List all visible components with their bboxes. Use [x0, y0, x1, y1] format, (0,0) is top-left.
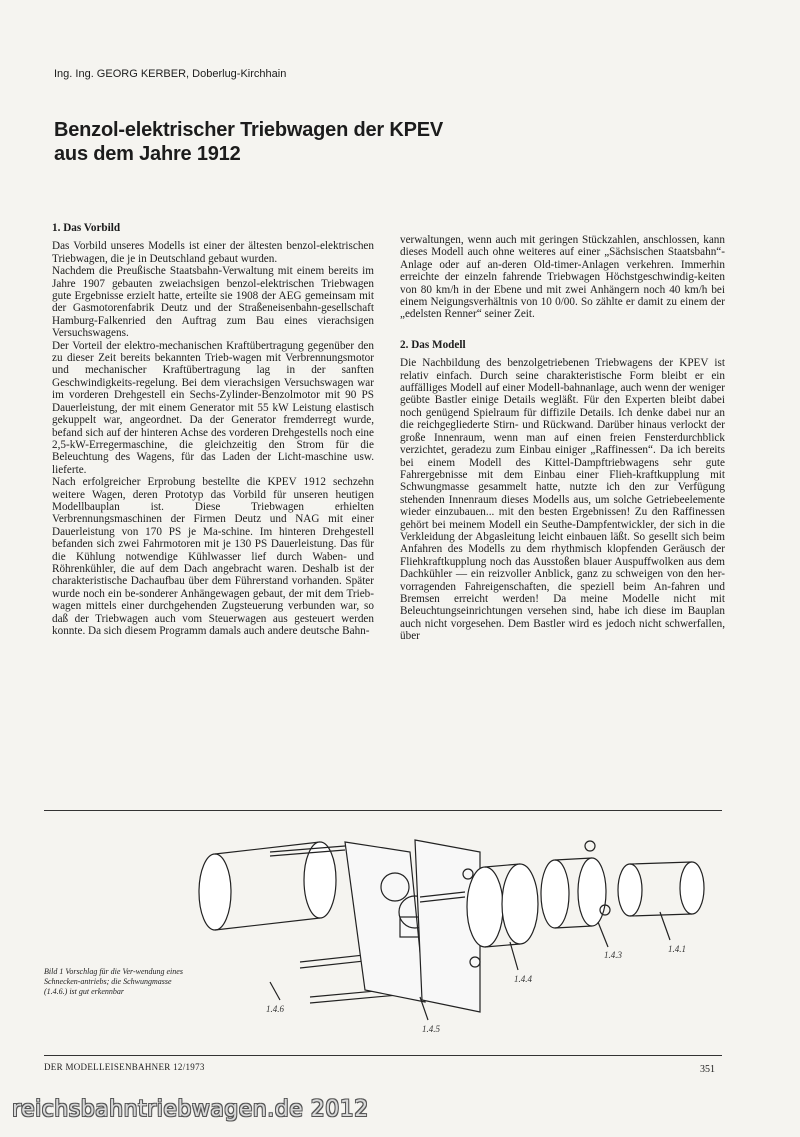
author-line: Ing. Ing. GEORG KERBER, Doberlug-Kirchhain	[54, 68, 287, 80]
text-column-left	[52, 222, 374, 637]
part-label-144: 1.4.4	[514, 974, 532, 984]
section-heading-modell: 2. Das Modell	[400, 338, 466, 351]
paragraph: verwaltungen, wenn auch mit geringen Stückzahlen, anschlossen, kann dieses Modell auch ohne weiteres auf einer „Sächsischen Staatsbahn“-Anlage oder auf an-deren Old-timer-Anlagen verkehren. Immerhin erreichte der einzeln fahrende Triebwagen Höchstgeschwindig-keiten von 80 km/h in der Ebene und mit zwei Anhängern noch 40 km/h bei einem Neigungsverhältnis von 10 0/00. So zählte er damit zu einem der „edelsten Renner“ seiner Zeit.	[400, 234, 725, 321]
divider-bottom	[44, 1055, 722, 1056]
paragraph: Nachdem die Preußische Staatsbahn-Verwaltung mit einem bereits im Jahre 1907 gebauten zweiachsigen benzol-elektrischen Triebwagen gute Ergebnisse erzielt hatte, erteilte sie 1908 der AEG gemeinsam mit der Gasmotorenfabrik Deutz und der Straßeneisenbahn-gesellschaft Hamburg-Falkenried den Auftrag zum Bau eines vierachsigen Versuchswagens.	[52, 265, 374, 340]
paragraph: Die Nachbildung des benzolgetriebenen Triebwagens der KPEV ist relativ einfach. Durch seine charakteristische Form bleibt er ein auffälliges Modell auf einer Modell-bahnanlage, auch wenn der weniger geübte Bastler einige Details wegläßt. Für den Experten bleibt dabei noch genügend Spielraum für diffizile Details. Ich denke dabei nur an die reichgegliederte Stirn- und Rückwand. Darüber hinaus verlockt der große Innenraum, wenn man auf einen freien Fensterdurchblick verzichtet, geradezu zum Einbau einiger „Raffinessen“. Da ich bereits bei einem Modell des Kittel-Dampftriebwagens sehr gute Fahrergebnisse mit dem Einbau einer Flieh-kraftkupplung mit Schwungmasse gesammelt hatte, nutzte ich den zur Verfügung stehenden Innenraum dieses Modells aus, um solche Getriebeelemente wieder einzubauen... mit den besten Ergebnissen! Zu den Raffinessen gehört bei meinem Modell ein Seuthe-Dampfentwickler, der sich in die Verkleidung der Abgasleitung leicht einbauen läßt. So gesellt sich beim Anfahren des Modells zu dem rhythmisch klopfenden Geräusch der Fliehkraftkupplung noch das Ausstoßen blauer Auspuffwolken aus dem Dachkühler — ein reizvoller Anblick, ganz zu schweigen von den her-vorragenden Fahreigenschaften, die speziell beim An-fahren und Bremsen erreicht werden! Da meine Modelle nicht mit Beleuchtungseinrichtungen versehen sind, habe ich diese im Bauplan auch nicht vorgesehen. Dem Bastler wird es jedoch nicht schwerfallen, über	[400, 357, 725, 643]
part-label-143: 1.4.3	[604, 950, 622, 960]
drive-exploded-drawing	[180, 822, 725, 1047]
figure-caption: Bild 1 Vorschlag für die Ver-wendung eines Schnecken-antriebs; die Schwungmasse (1.4.6.) ist gut erkennbar	[44, 967, 183, 996]
page-number: 351	[700, 1064, 715, 1075]
part-label-146: 1.4.6	[266, 1004, 284, 1014]
part-label-145: 1.4.5	[422, 1024, 440, 1034]
watermark: reichsbahntriebwagen.de 2012	[12, 1097, 369, 1122]
paragraph: Das Vorbild unseres Modells ist einer der ältesten benzol-elektrischen Triebwagen, die je in Deutschland gebaut wurden.	[52, 240, 374, 265]
paragraph: Der Vorteil der elektro-mechanischen Kraftübertragung gegenüber den zu dieser Zeit bereits bekannten Trieb-wagen mit Verbrennungsmotor und mechanischer Kraftübertragung lag in der sanften Geschwindigkeits-regelung. Bei dem vierachsigen Versuchswagen war im vorderen Drehgestell ein Sechs-Zylinder-Benzolmotor mit 90 PS Dauerleistung, der mit einem Generator mit 55 kW Leistung elastisch gekuppelt war, angeordnet. Da der Generator fremderregt wurde, befand sich auf der hinteren Achse des vorderen Drehgestells noch eine 2,5-kW-Erregermaschine, die gleichzeitig den Strom für die Beleuchtung des Wagens, für das Laden der Licht-maschine usw. lieferte.	[52, 339, 374, 476]
paragraph: Nach erfolgreicher Erprobung bestellte die KPEV 1912 sechzehn weitere Wagen, deren Prototyp das Vorbild für unseren heutigen Modellbauplan ist. Diese Triebwagen erhielten Verbrennungsmaschinen der Firmen Deutz und NAG mit einer Dauerleistung von 170 PS je Ma-schine. Im hinteren Drehgestell befanden sich zwei Fahrmotoren mit je 130 PS Dauerleistung. Das für die Kühlung notwendige Kühlwasser lief durch Waben- und Röhrenkühler, die auf dem Dach angebracht waren. Deshalb ist der charakteristische Dachaufbau über dem Führerstand vorhanden. Später wurde noch ein be-sonderer Anhängewagen gebaut, der mit dem Trieb-wagen mittels einer durchgehenden Zugsteuerung verbunden war, so daß der Triebwagen auch vom Steuerwagen aus gesteuert werden konnte. Da sich diesem Programm damals auch andere deutsche Bahn-	[52, 476, 374, 637]
text-column-right	[400, 234, 725, 643]
title-line-2: aus dem Jahre 1912	[54, 143, 241, 165]
divider-top	[44, 810, 722, 811]
title-line-1: Benzol-elektrischer Triebwagen der KPEV	[54, 119, 443, 141]
part-label-141: 1.4.1	[668, 944, 686, 954]
journal-footer: DER MODELLEISENBAHNER 12/1973	[44, 1062, 205, 1072]
section-heading-vorbild: 1. Das Vorbild	[52, 222, 121, 234]
article-title	[54, 118, 614, 166]
